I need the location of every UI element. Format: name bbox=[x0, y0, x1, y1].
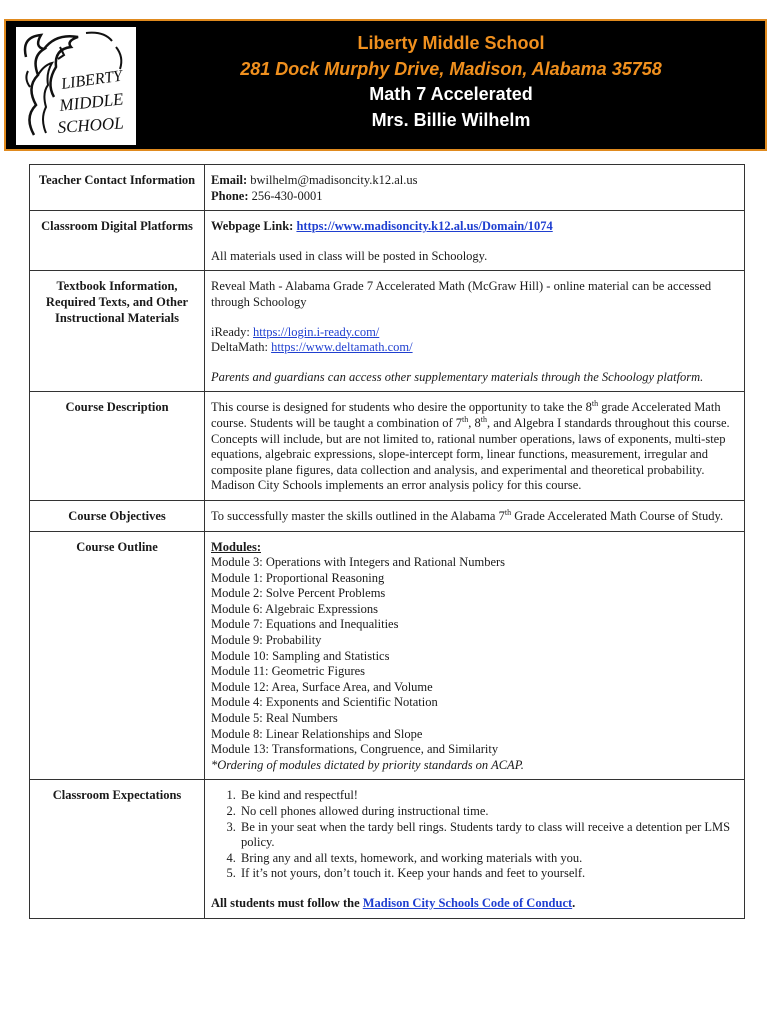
module-item: Module 4: Exponents and Scientific Notation bbox=[211, 695, 438, 710]
email-label: Email: bbox=[211, 173, 248, 187]
expectations-list bbox=[211, 788, 738, 882]
logo-text-line-1: LIBERTY bbox=[60, 67, 124, 93]
deltamath-label: DeltaMath: bbox=[211, 340, 268, 355]
module-item: Module 12: Area, Surface Area, and Volume bbox=[211, 679, 433, 694]
deltamath-link[interactable]: https://www.deltamath.com/ bbox=[271, 340, 413, 355]
list-item: 5. If it’s not yours, don’t touch it. Keep your hands and feet to yourself. bbox=[239, 866, 738, 882]
objectives-text: To successfully master the skills outlined in the Alabama 7th Grade Accelerated Math Course of Study. bbox=[205, 500, 745, 531]
list-item: 3. Be in your seat when the tardy bell rings. Students tardy to class will receive a detention per LMS policy. bbox=[239, 820, 738, 851]
phone-label: Phone: bbox=[211, 188, 249, 203]
row-expectations bbox=[30, 780, 745, 918]
outline-label: Course Outline bbox=[30, 531, 205, 780]
modules-note: *Ordering of modules dictated by priority standards on ACAP. bbox=[211, 757, 524, 772]
school-logo bbox=[16, 27, 136, 145]
textbook-content bbox=[205, 271, 745, 392]
row-description bbox=[30, 392, 745, 501]
expectations-content bbox=[205, 780, 745, 918]
webpage-link[interactable]: https://www.madisoncity.k12.al.us/Domain/1074 bbox=[296, 219, 553, 234]
webpage-label: Webpage Link: bbox=[211, 219, 294, 234]
teacher-name: Mrs. Billie Wilhelm bbox=[371, 109, 531, 130]
textbook-note: Parents and guardians can access other supplementary materials through the Schoology platform. bbox=[211, 369, 704, 384]
module-item: Module 5: Real Numbers bbox=[211, 711, 338, 726]
module-item: Module 3: Operations with Integers and Rational Numbers bbox=[211, 555, 506, 570]
expectations-label: Classroom Expectations bbox=[30, 780, 205, 918]
lion-logo-icon bbox=[16, 27, 136, 145]
module-item: Module 1: Proportional Reasoning bbox=[211, 570, 385, 585]
modules-heading: Modules: bbox=[211, 539, 261, 554]
textbook-label: Textbook Information, Required Texts, and Other Instructional Materials bbox=[30, 271, 205, 392]
platforms-label: Classroom Digital Platforms bbox=[30, 211, 205, 271]
module-item: Module 8: Linear Relationships and Slope bbox=[211, 726, 423, 741]
objectives-label: Course Objectives bbox=[30, 500, 205, 531]
school-name: Liberty Middle School bbox=[357, 33, 545, 53]
list-item: 1. Be kind and respectful! bbox=[239, 788, 738, 804]
course-title: Math 7 Accelerated bbox=[369, 84, 533, 104]
contact-label: Teacher Contact Information bbox=[30, 165, 205, 211]
syllabus-table bbox=[29, 164, 745, 919]
conduct-notice: All students must follow the Madison City Schools Code of Conduct. bbox=[211, 895, 576, 910]
email-value[interactable]: bwilhelm@madisoncity.k12.al.us bbox=[250, 173, 418, 187]
row-platforms bbox=[30, 211, 745, 271]
row-contact bbox=[30, 165, 745, 211]
list-item: 2. No cell phones allowed during instructional time. bbox=[239, 804, 738, 820]
list-item: 4. Bring any and all texts, homework, and working materials with you. bbox=[239, 851, 738, 867]
platforms-content bbox=[205, 211, 745, 271]
platforms-note: All materials used in class will be posted in Schoology. bbox=[211, 248, 488, 263]
contact-content bbox=[205, 165, 745, 211]
logo-text-line-2: MIDDLE bbox=[58, 89, 125, 115]
outline-content bbox=[205, 531, 745, 780]
row-outline bbox=[30, 531, 745, 780]
school-address: 281 Dock Murphy Drive, Madison, Alabama 35758 bbox=[240, 58, 662, 79]
code-of-conduct-link[interactable]: Madison City Schools Code of Conduct bbox=[362, 895, 573, 910]
module-item: Module 2: Solve Percent Problems bbox=[211, 586, 386, 601]
iready-label: iReady: bbox=[211, 324, 250, 339]
module-item: Module 11: Geometric Figures bbox=[211, 664, 366, 679]
module-item: Module 7: Equations and Inequalities bbox=[211, 617, 399, 632]
row-textbook bbox=[30, 271, 745, 392]
iready-link[interactable]: https://login.i-ready.com/ bbox=[253, 324, 380, 339]
module-item: Module 9: Probability bbox=[211, 633, 322, 648]
module-item: Module 6: Algebraic Expressions bbox=[211, 601, 378, 616]
module-item: Module 10: Sampling and Statistics bbox=[211, 648, 390, 663]
description-text: This course is designed for students who desire the opportunity to take the 8th grade Accelerated Math course. Students will be taught a combination of 7th, 8th, and Algebra I standards throughout this course. Concepts will include, but are not limited to, rational number operations, laws of exponents, multi-step equations, algebraic expressions, slope-intercept form, linear functions, measurement, irregular and composite plane figures, data collection and analysis, and experimental and theoretical probability. Madison City Schools implements an error analysis policy for this course. bbox=[205, 392, 745, 501]
logo-text-line-3: SCHOOL bbox=[56, 113, 125, 137]
module-item: Module 13: Transformations, Congruence, and Similarity bbox=[211, 742, 499, 757]
row-objectives bbox=[30, 500, 745, 531]
header-banner bbox=[4, 19, 767, 151]
phone-value: 256-430-0001 bbox=[251, 188, 323, 203]
textbook-main: Reveal Math - Alabama Grade 7 Accelerated Math (McGraw Hill) - online material can be accessed through Schoology bbox=[211, 279, 712, 309]
description-label: Course Description bbox=[30, 392, 205, 501]
